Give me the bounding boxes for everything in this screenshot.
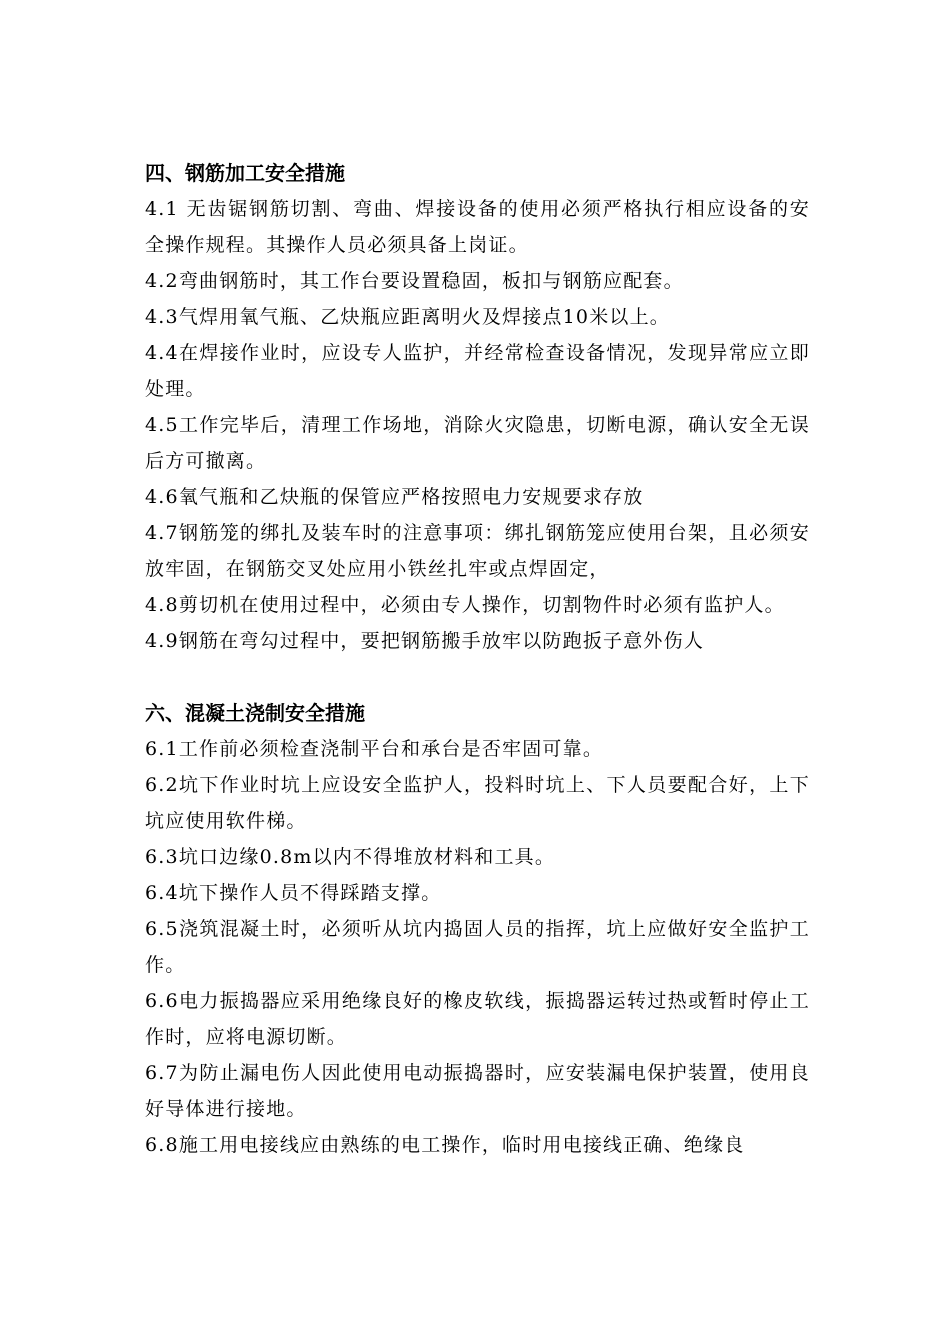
list-item: 4.8剪切机在使用过程中，必须由专人操作，切割物件时必须有监护人。 [145,594,785,616]
list-item: 6.2坑下作业时坑上应设安全监护人，投料时坑上、下人员要配合好，上下坑应使用软件梯。 [145,774,810,832]
list-item: 6.5浇筑混凝土时，必须听从坑内捣固人员的指挥，坑上应做好安全监护工作。 [145,918,810,976]
list-item: 4.9钢筋在弯勾过程中，要把钢筋搬手放牢以防跑扳子意外伤人 [145,630,705,652]
list-item: 4.6氧气瓶和乙炔瓶的保管应严格按照电力安规要求存放 [145,486,644,508]
list-item: 4.7钢筋笼的绑扎及装车时的注意事项：绑扎钢筋笼应使用台架，且必须安放牢固，在钢筋交叉处应用小铁丝扎牢或点焊固定， [145,522,810,580]
list-item: 4.4在焊接作业时，应设专人监护，并经常检查设备情况，发现异常应立即处理。 [145,342,810,400]
list-item: 4.3气焊用氧气瓶、乙炔瓶应距离明火及焊接点10米以上。 [145,306,670,328]
list-item: 6.6电力振捣器应采用绝缘良好的橡皮软线，振捣器运转过热或暂时停止工作时，应将电源切断。 [145,990,810,1048]
list-item: 6.4坑下操作人员不得踩踏支撑。 [145,882,442,904]
list-item: 6.3坑口边缘0.8m以内不得堆放材料和工具。 [145,846,556,868]
list-item: 6.8施工用电接线应由熟练的电工操作，临时用电接线正确、绝缘良 [145,1134,745,1156]
list-item: 6.1工作前必须检查浇制平台和承台是否牢固可靠。 [145,738,604,760]
section-heading: 六、混凝土浇制安全措施 [145,701,365,725]
list-item: 4.5工作完毕后，清理工作场地，消除火灾隐患，切断电源，确认安全无误后方可撤离。 [145,414,810,472]
list-item: 6.7为防止漏电伤人因此使用电动振捣器时，应安装漏电保护装置，使用良好导体进行接地。 [145,1062,810,1120]
section-rebar-safety [145,155,810,659]
list-item: 4.1 无齿锯钢筋切割、弯曲、焊接设备的使用必须严格执行相应设备的安全操作规程。其操作人员必须具备上岗证。 [145,198,810,256]
list-item: 4.2弯曲钢筋时，其工作台要设置稳固，板扣与钢筋应配套。 [145,270,684,292]
section-spacer [145,659,810,695]
section-heading: 四、钢筋加工安全措施 [145,161,345,185]
section-concrete-safety [145,695,810,1163]
document-body [145,155,810,1163]
